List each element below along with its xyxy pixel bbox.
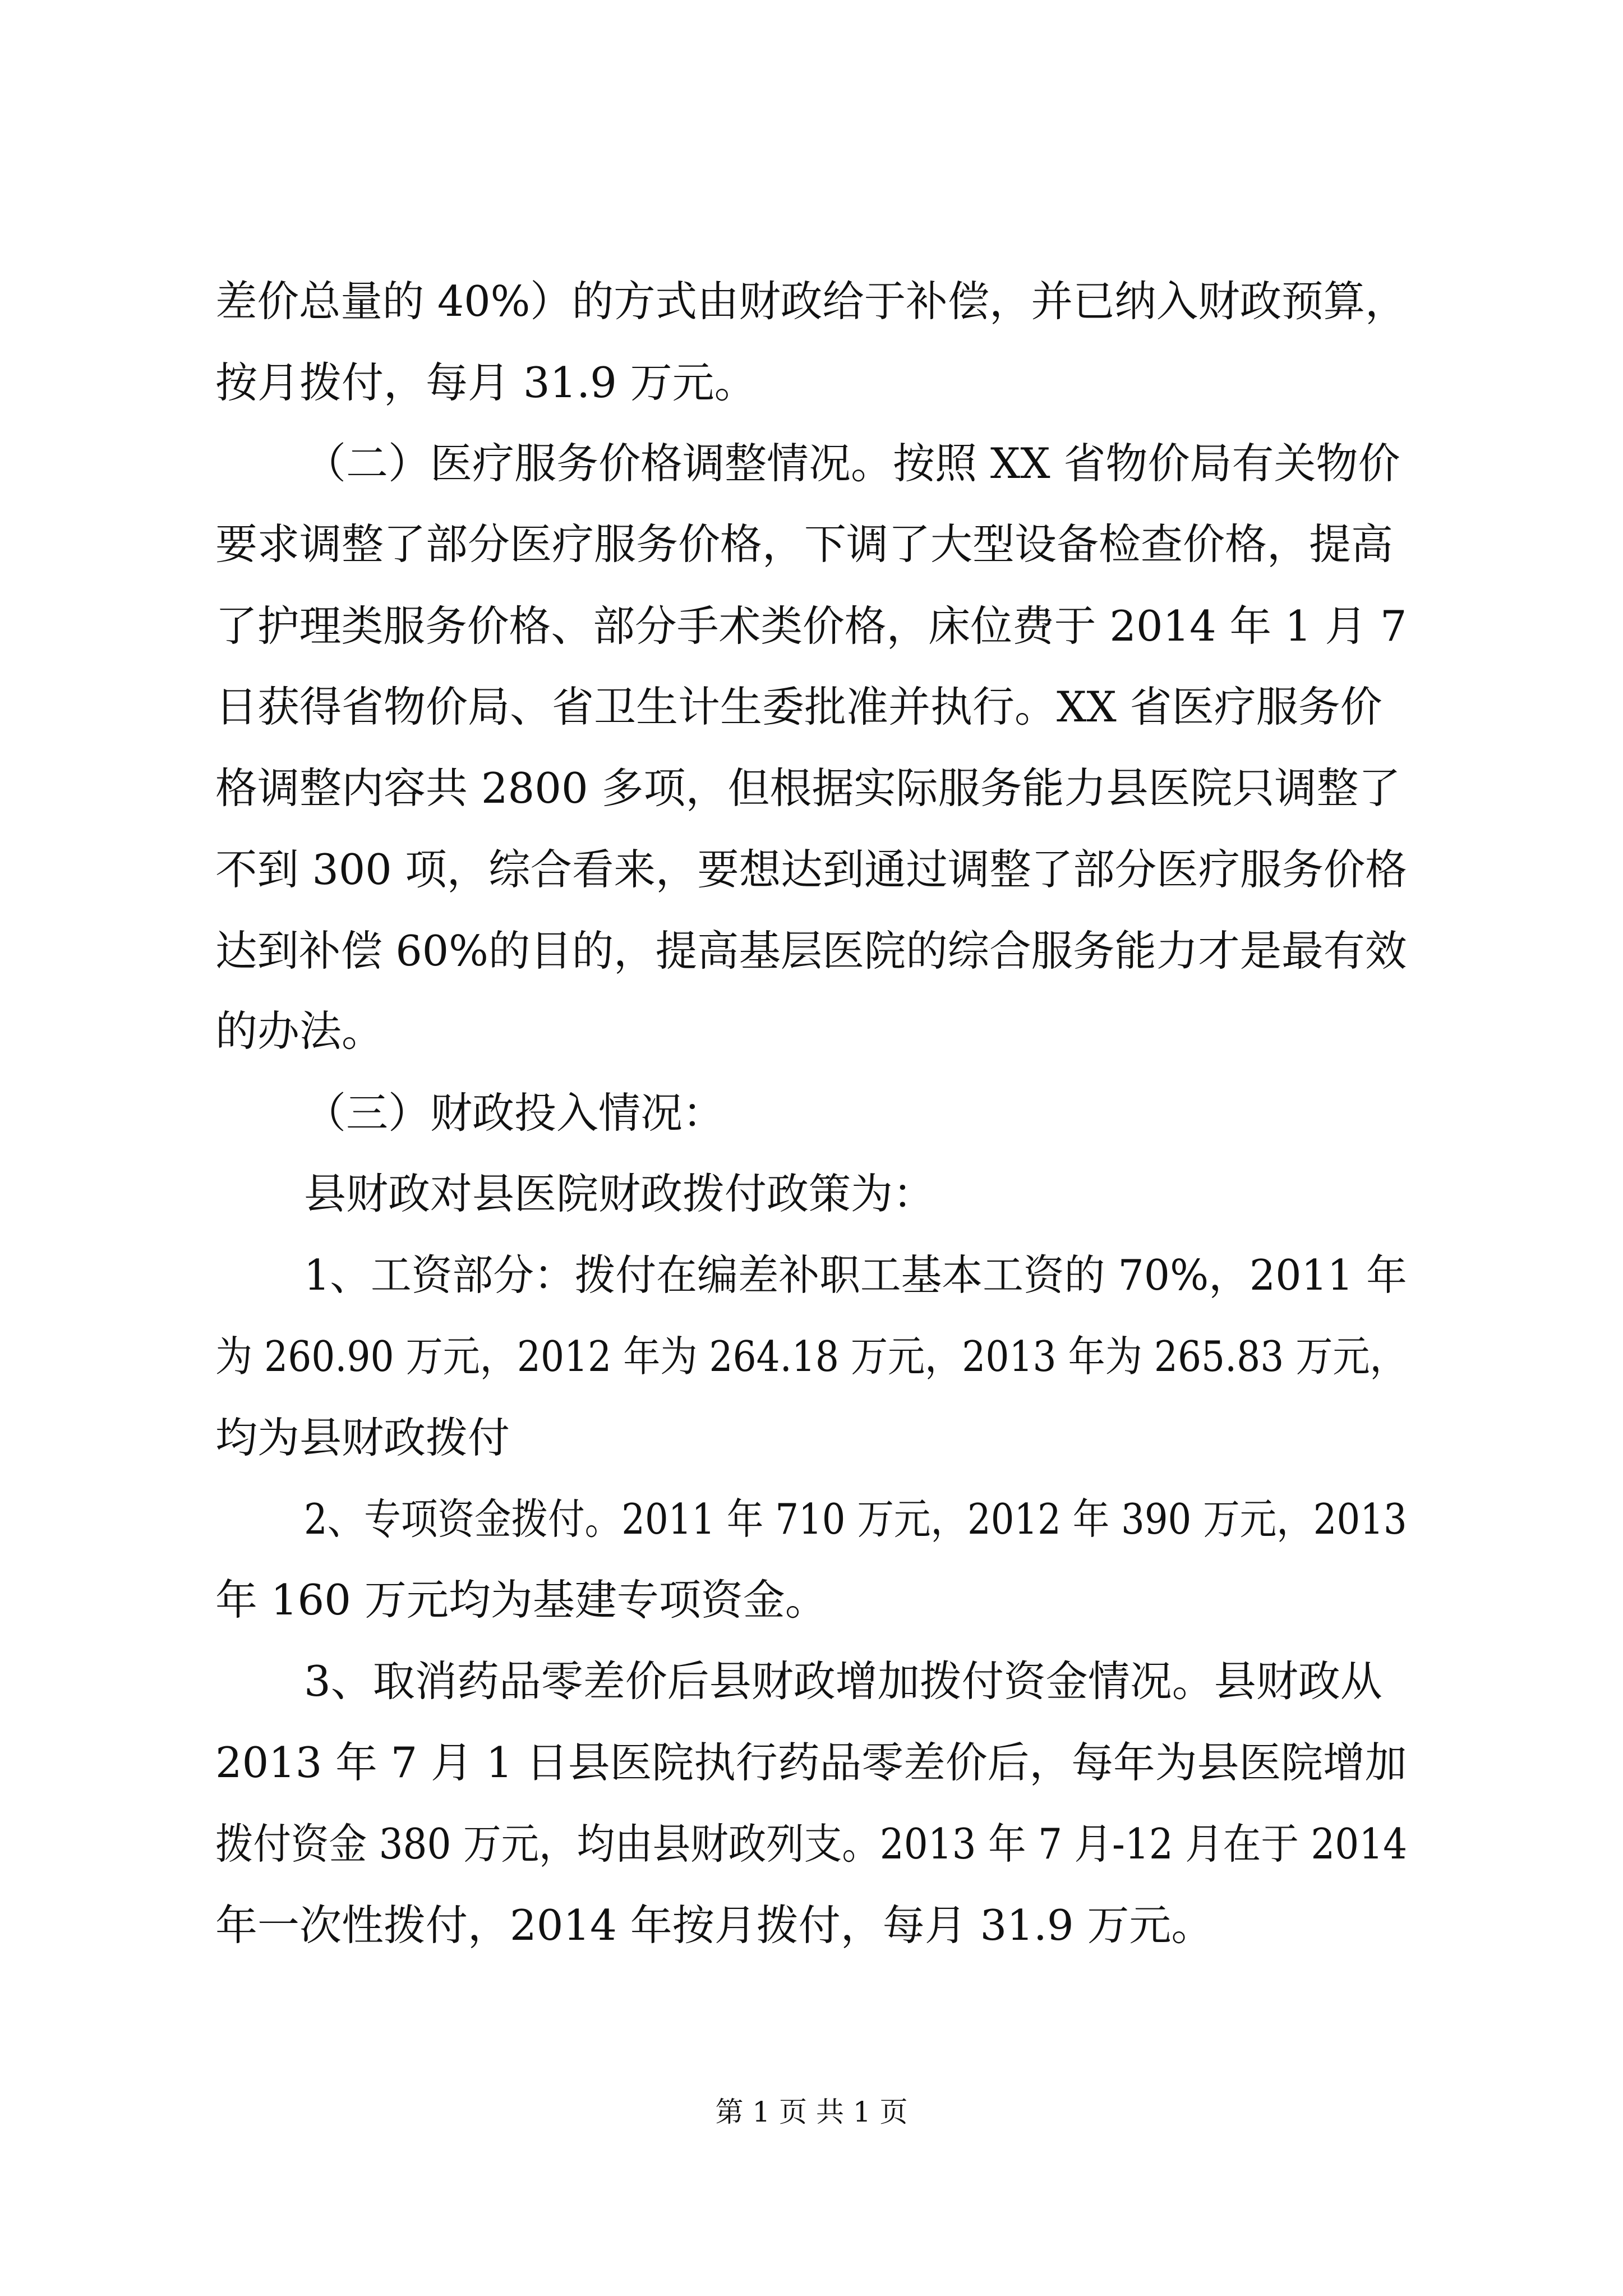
text-line: 年 160 万元均为基建专项资金。 <box>215 1575 827 1625</box>
text-line: 达到补偿 60%的目的，提高基层医院的综合服务能力才是最有效 <box>215 926 1407 976</box>
text-line: 按月拨付，每月 31.9 万元。 <box>215 358 757 407</box>
page-footer: 第 1 页 共 1 页 <box>715 2096 908 2128</box>
text-line: 拨付资金 380 万元，均由县财政列支。2013 年 7 月-12 月在于 2014 <box>215 1819 1408 1869</box>
text-line: （二）医疗服务价格调整情况。按照 XX 省物价局有关物价 <box>304 439 1400 488</box>
text-line: 县财政对县医院财政拨付政策为： <box>304 1169 935 1218</box>
text-line: 2、专项资金拨付。2011 年 710 万元，2012 年 390 万元，2013 <box>304 1494 1407 1544</box>
text-line: 1、工资部分：拨付在编差补职工基本工资的 70%，2011 年 <box>304 1250 1407 1300</box>
text-line: 了护理类服务价格、部分手术类价格，床位费于 2014 年 1 月 7 <box>215 601 1407 651</box>
text-line: 差价总量的 40%）的方式由财政给于补偿，并已纳入财政预算， <box>215 277 1407 326</box>
text-line: 2013 年 7 月 1 日县医院执行药品零差价后，每年为县医院增加 <box>215 1738 1407 1787</box>
text-line: 为 260.90 万元，2012 年为 264.18 万元，2013 年为 265.83 万元， <box>215 1332 1407 1381</box>
text-line: 要求调整了部分医疗服务价格，下调了大型设备检查价格，提高 <box>215 519 1394 569</box>
text-line: （三）财政投入情况： <box>304 1088 725 1138</box>
text-line: 3、取消药品零差价后县财政增加拨付资金情况。县财政从 <box>304 1657 1382 1706</box>
text-line: 日获得省物价局、省卫生计生委批准并执行。XX 省医疗服务价 <box>215 682 1382 731</box>
text-line: 的办法。 <box>215 1006 384 1056</box>
text-line: 不到 300 项，综合看来，要想达到通过调整了部分医疗服务价格 <box>215 845 1407 894</box>
text-line: 均为县财政拨付 <box>215 1413 510 1462</box>
text-line: 格调整内容共 2800 多项，但根据实际服务能力县医院只调整了 <box>215 763 1401 813</box>
text-line: 年一次性拨付，2014 年按月拨付，每月 31.9 万元。 <box>215 1901 1214 1950</box>
